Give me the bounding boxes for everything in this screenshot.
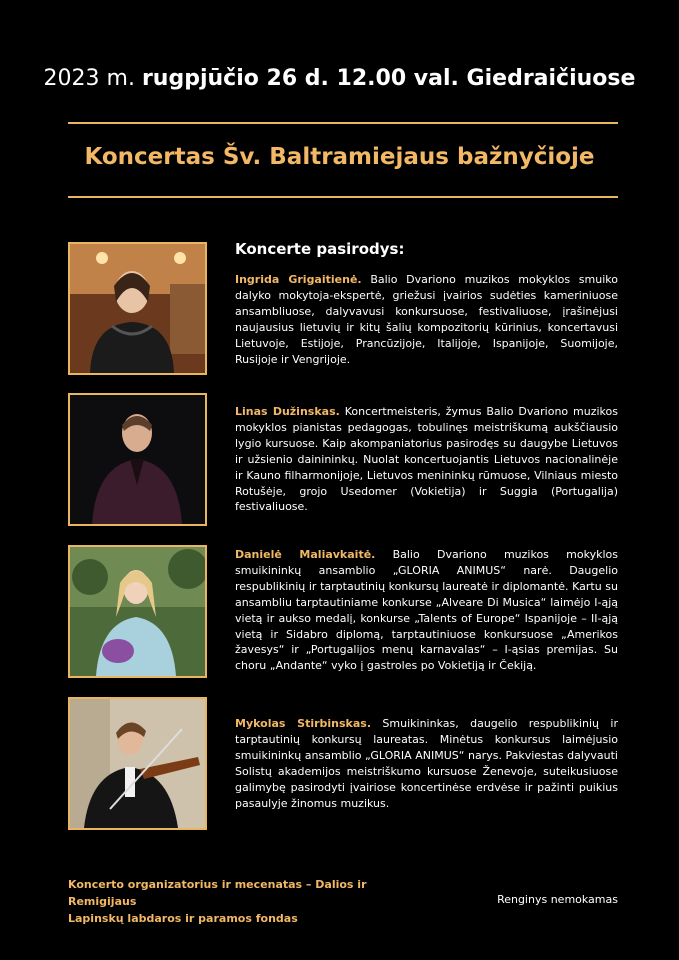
concert-title: Koncertas Šv. Baltramiejaus bažnyčioje bbox=[84, 144, 595, 170]
performer-photo-linas bbox=[68, 393, 207, 526]
performer-name: Linas Dužinskas. bbox=[235, 405, 340, 418]
divider-top bbox=[68, 122, 618, 124]
event-date-location bbox=[0, 66, 679, 91]
performer-photo-daniele bbox=[68, 545, 207, 678]
organizer-credit bbox=[68, 876, 428, 927]
organizer-line-2: Lapinskų labdaros ir paramos fondas bbox=[68, 912, 298, 925]
organizer-line-1: Koncerto organizatorius ir mecenatas – Dalios ir Remigijaus bbox=[68, 878, 367, 908]
performers-heading: Koncerte pasirodys: bbox=[235, 240, 405, 258]
performer-name: Ingrida Grigaitienė. bbox=[235, 273, 362, 286]
performer-text: Balio Dvariono muzikos mokyklos smuikininkų ansamblio „GLORIA ANIMUS“ narė. Daugelio respublikinių ir tarptautinių konkursų laureatė ir diplomantė. Kartu su ansambliu tarptautiniame konkurse „Alveare Di Musica“ laimėjo I-ąją vietą ir aukso medalį, konkurse „Talents of Europe“ Ispanijoje – II-ąją vietą ir Sidabro diplomą, tarptautiniuose konkursuose „Amerikos žavesys“ ir „Portugalijos menų karnavalas“ – I-ąsias premijas. Su choru „Andante“ vyko į gastroles po Vokietiją ir Čekiją. bbox=[235, 548, 618, 673]
performer-bio-daniele bbox=[235, 547, 618, 674]
performer-text: Smuikininkas, daugelio respublikinių ir tarptautinių konkursų laureatas. Minėtus konkursus laimėjusio smuikininkų ansamblio „GLORIA ANIMUS“ narys. Pakviestas dalyvauti Solistų akademijos meistriškumo kursuose Ženevoje, suteikusiuose galimybę pasirodyti įvairiose koncertinėse erdvėse ir pažinti puikius pasaulyje žinomus muzikus. bbox=[235, 717, 618, 810]
performer-bio-ingrida bbox=[235, 272, 618, 367]
free-event-note: Renginys nemokamas bbox=[497, 893, 618, 906]
date-rest: rugpjūčio 26 d. 12.00 val. Giedraičiuose bbox=[141, 66, 636, 91]
performer-bio-mykolas bbox=[235, 716, 618, 811]
date-prefix: 2023 m. bbox=[43, 66, 135, 91]
performer-text: Balio Dvariono muzikos mokyklos smuiko dalyko mokytoja-ekspertė, griežusi įvairios sudėties kameriniuose ansambliuose, dalyvavusi konkursuose, festivaliuose, įrašinėjusi naujausius lietuvių ir kitų šalių kompozitorių kūrinius, koncertavusi Lietuvoje, Estijoje, Prancūzijoje, Italijoje, Ispanijoje, Suomijoje, Rusijoje ir Vengrijoje. bbox=[235, 273, 618, 366]
performer-name: Mykolas Stirbinskas. bbox=[235, 717, 372, 730]
performer-name: Danielė Maliavkaitė. bbox=[235, 548, 376, 561]
performer-photo-ingrida bbox=[68, 242, 207, 375]
performer-text: Koncertmeisteris, žymus Balio Dvariono muzikos mokyklos pianistas pedagogas, tobulinęs meistriškumą aukščiausio lygio kursuose. Kaip akompaniatorius pasirodęs su daugybe Lietuvos ir užsienio dainininkų. Nuolat koncertuojantis Lietuvos nacionalinėje ir Kauno filharmonijoje, Lietuvos menininkų rūmuose, Vilniaus miesto Rotušėje, grojo Usedomer (Vokietija) ir Suggia (Portugalija) festivaliuose. bbox=[235, 405, 618, 514]
performer-bio-linas bbox=[235, 404, 618, 515]
performer-photo-mykolas bbox=[68, 697, 207, 830]
divider-bottom bbox=[68, 196, 618, 198]
